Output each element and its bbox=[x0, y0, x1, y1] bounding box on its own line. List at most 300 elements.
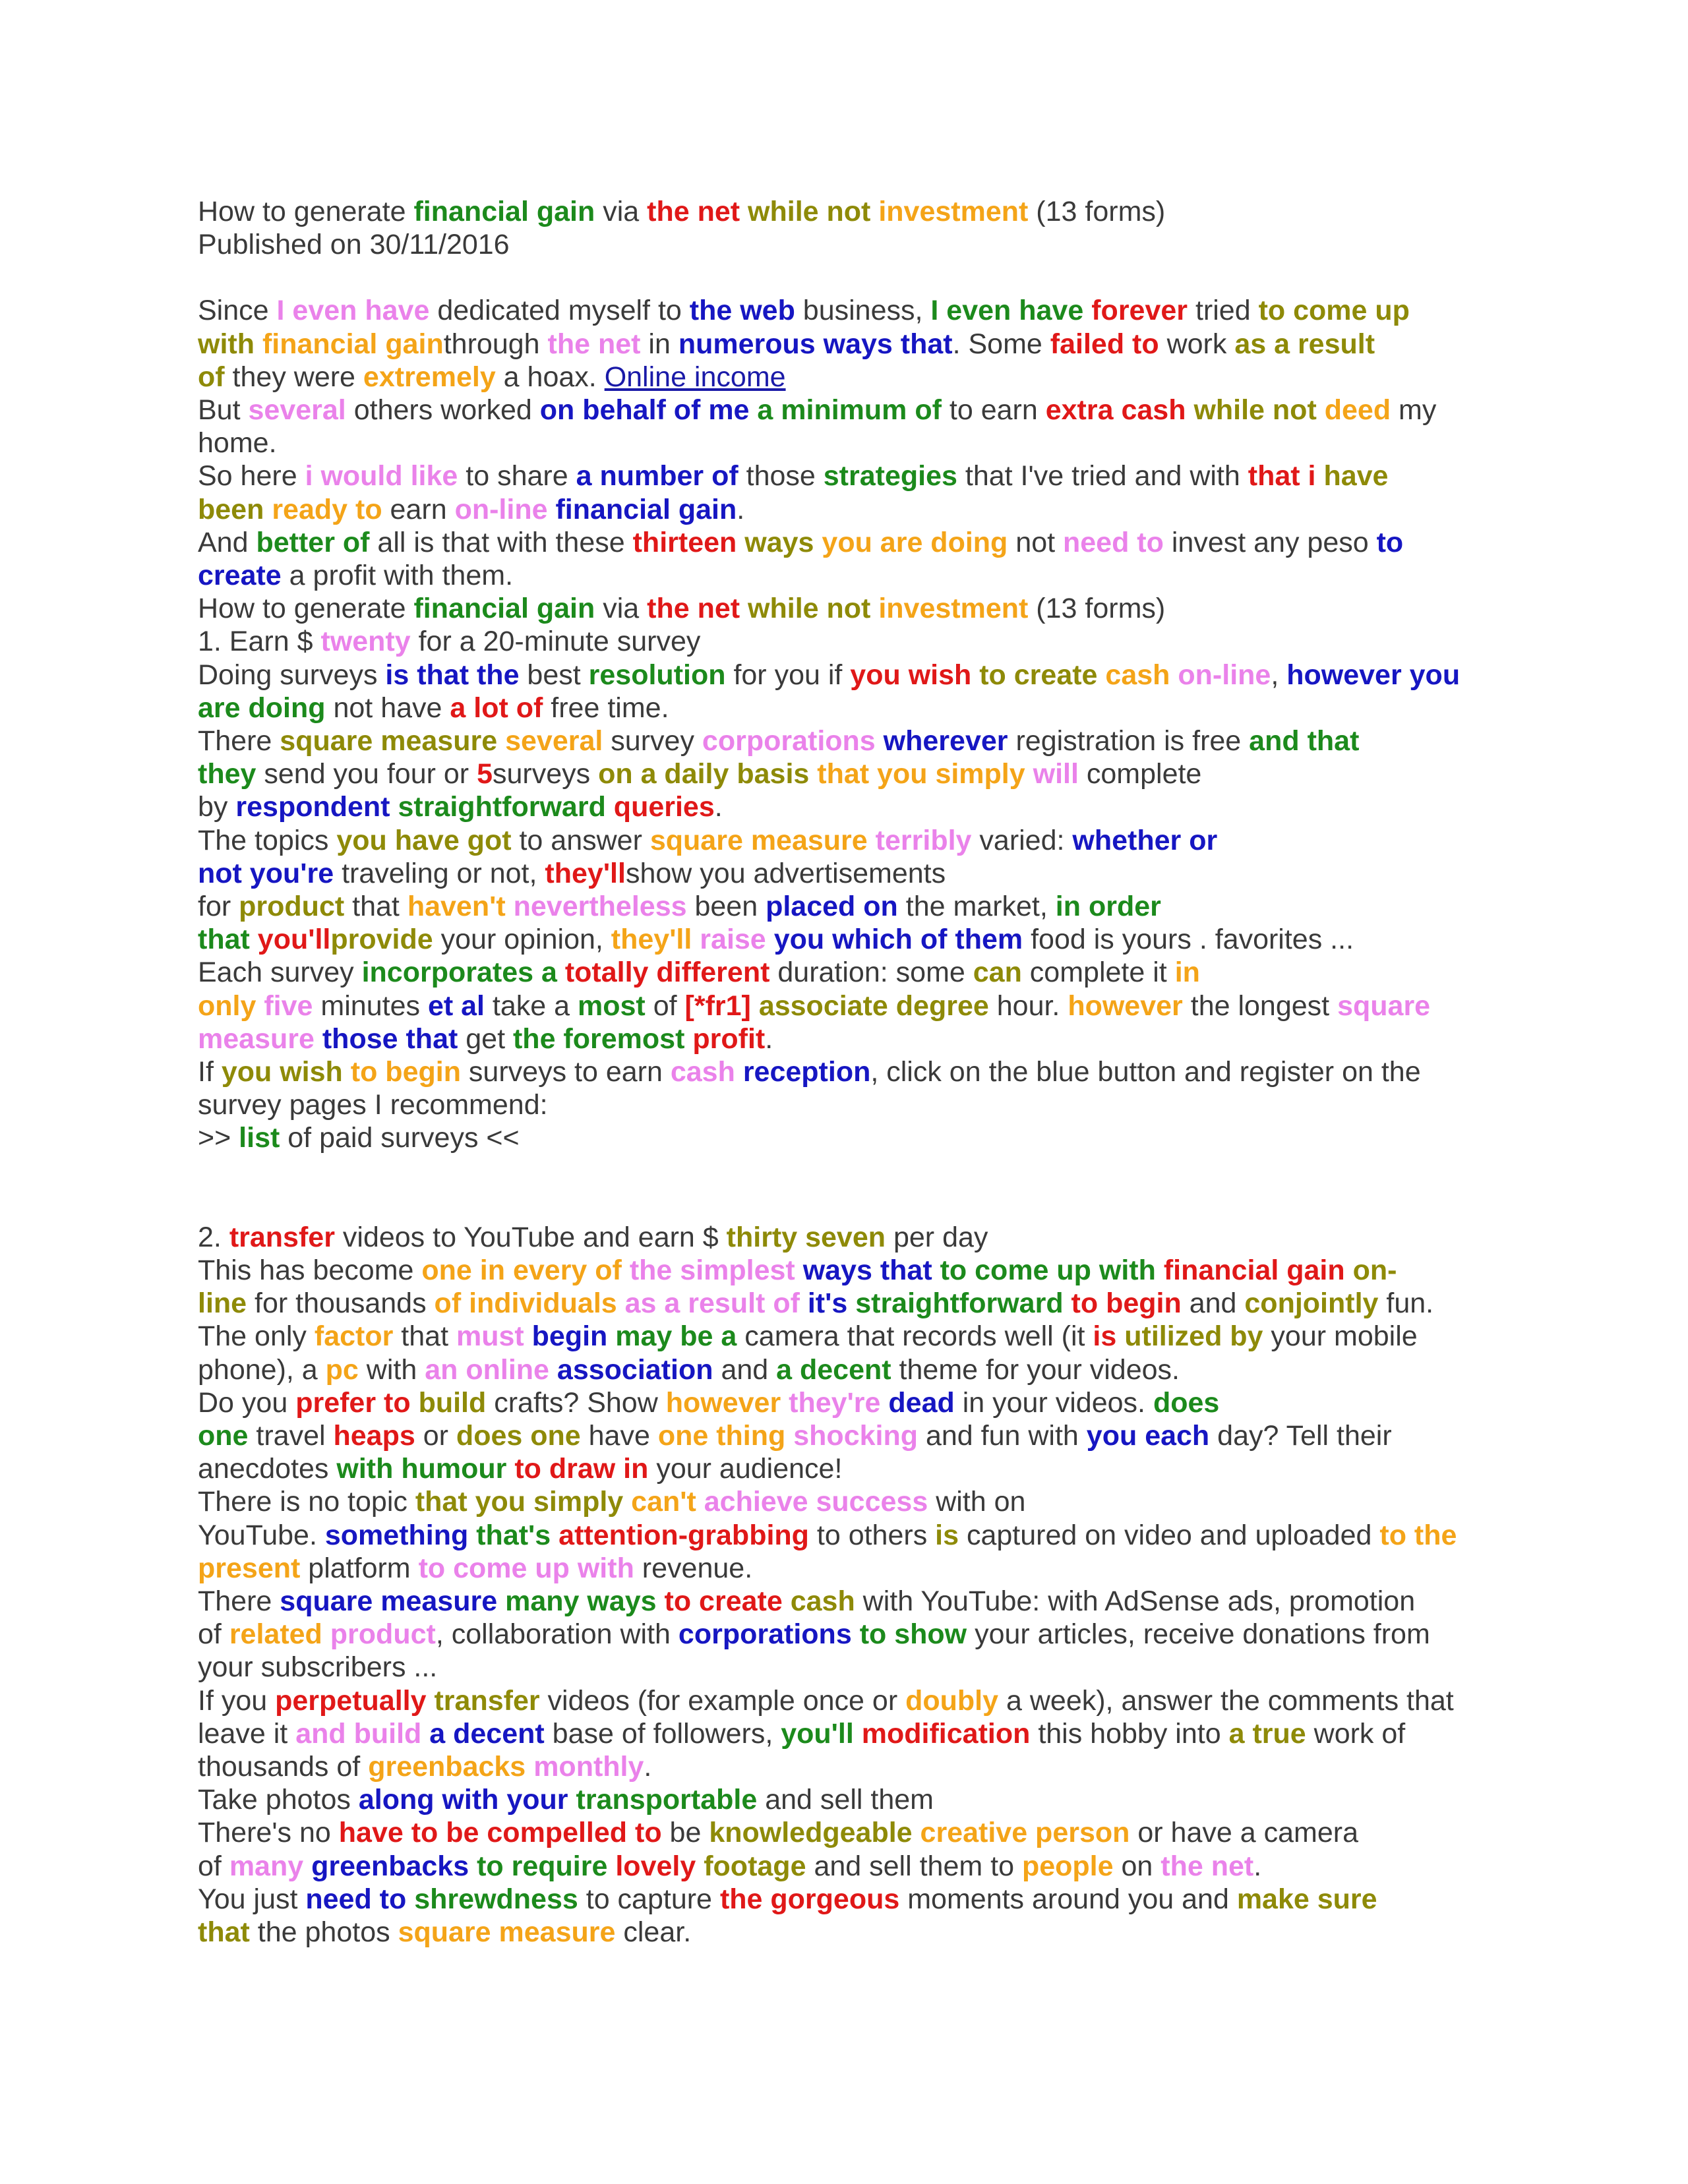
highlighted-phrase: the foremost bbox=[512, 1022, 685, 1055]
plain-text bbox=[870, 196, 878, 227]
plain-text bbox=[506, 891, 514, 922]
paragraph-spacer bbox=[198, 261, 1510, 294]
plain-text bbox=[1064, 1287, 1071, 1319]
highlighted-phrase: list bbox=[239, 1122, 280, 1154]
plain-text: work of bbox=[1306, 1717, 1406, 1750]
plain-text: camera that records well (it bbox=[737, 1320, 1093, 1353]
highlighted-phrase: strategies bbox=[823, 460, 957, 492]
text-line bbox=[198, 923, 1510, 956]
plain-text bbox=[735, 1056, 743, 1088]
plain-text: free time. bbox=[543, 692, 669, 724]
highlighted-phrase: while not bbox=[1193, 394, 1317, 427]
plain-text: surveys to earn bbox=[460, 1056, 671, 1088]
text-line bbox=[198, 757, 1510, 790]
highlighted-phrase: you have got bbox=[336, 824, 512, 856]
plain-text bbox=[751, 990, 759, 1022]
highlighted-phrase: [*fr1] bbox=[684, 989, 751, 1022]
plain-text: (13 forms) bbox=[1028, 196, 1166, 227]
highlighted-phrase: an online bbox=[425, 1353, 549, 1386]
plain-text: clear. bbox=[615, 1916, 692, 1948]
highlighted-phrase: you each bbox=[1086, 1419, 1210, 1452]
text-line bbox=[198, 790, 1510, 823]
text-line bbox=[198, 989, 1510, 1022]
highlighted-phrase: to the bbox=[1379, 1519, 1457, 1551]
text-line bbox=[198, 493, 1510, 526]
highlighted-phrase: a decent bbox=[429, 1717, 545, 1750]
highlighted-phrase: to come up bbox=[1258, 295, 1410, 327]
plain-text: day? Tell their bbox=[1209, 1419, 1392, 1452]
highlighted-phrase: raise bbox=[700, 924, 766, 956]
plain-text: to earn bbox=[941, 394, 1046, 427]
highlighted-phrase: build bbox=[418, 1386, 487, 1419]
plain-text bbox=[264, 494, 272, 525]
plain-text: of bbox=[198, 1850, 229, 1882]
plain-text: . bbox=[737, 493, 745, 525]
text-line bbox=[198, 1022, 1510, 1055]
plain-text: There bbox=[198, 1585, 280, 1617]
highlighted-phrase: several bbox=[505, 725, 603, 757]
plain-text bbox=[303, 1850, 311, 1882]
highlighted-phrase: provide bbox=[330, 924, 433, 956]
highlighted-phrase: lovely bbox=[615, 1850, 696, 1882]
plain-text: best bbox=[519, 659, 589, 691]
highlighted-phrase: create bbox=[198, 560, 282, 592]
highlighted-phrase: better of bbox=[256, 526, 370, 558]
plain-text: to share bbox=[458, 460, 576, 492]
plain-text: . bbox=[644, 1750, 652, 1783]
plain-text bbox=[847, 1287, 855, 1319]
plain-text: your audience! bbox=[648, 1453, 843, 1485]
highlighted-phrase: while not bbox=[748, 196, 871, 227]
plain-text: and sell them to bbox=[806, 1850, 1022, 1882]
plain-text: There is no topic bbox=[198, 1486, 415, 1518]
text-line bbox=[198, 659, 1510, 692]
highlighted-phrase: 5 bbox=[477, 758, 493, 790]
highlighted-phrase: perpetually bbox=[275, 1684, 427, 1717]
highlighted-phrase: transportable bbox=[576, 1784, 758, 1816]
plain-text: in bbox=[640, 328, 678, 360]
highlighted-phrase: to draw in bbox=[514, 1453, 649, 1485]
highlighted-phrase: failed to bbox=[1050, 328, 1159, 360]
plain-text bbox=[696, 1486, 704, 1518]
plain-text bbox=[766, 924, 774, 955]
plain-text: 2. bbox=[198, 1221, 229, 1253]
text-line bbox=[198, 1485, 1510, 1518]
text-line bbox=[198, 1585, 1510, 1618]
highlighted-phrase: with bbox=[198, 328, 255, 360]
highlighted-phrase: one bbox=[198, 1419, 249, 1452]
highlighted-phrase: in order bbox=[1055, 891, 1161, 923]
plain-text: through bbox=[443, 328, 548, 360]
plain-text: anecdotes bbox=[198, 1453, 337, 1485]
plain-text: earn bbox=[382, 493, 455, 525]
plain-text: How to generate bbox=[198, 196, 414, 227]
highlighted-phrase: five bbox=[264, 989, 313, 1022]
plain-text: Do you bbox=[198, 1386, 296, 1419]
highlighted-phrase: pc bbox=[325, 1353, 359, 1386]
plain-text: by bbox=[198, 791, 236, 823]
text-line bbox=[198, 1254, 1510, 1287]
highlighted-phrase: they'll bbox=[611, 924, 692, 956]
plain-text: that bbox=[393, 1320, 456, 1353]
plain-text: my bbox=[1391, 394, 1437, 427]
plain-text bbox=[315, 1023, 322, 1055]
plain-text: , collaboration with bbox=[435, 1618, 678, 1651]
highlighted-phrase: however bbox=[665, 1386, 781, 1419]
highlighted-phrase: that's bbox=[476, 1519, 551, 1551]
text-line bbox=[198, 1618, 1510, 1651]
highlighted-phrase: to begin bbox=[350, 1056, 461, 1088]
highlighted-phrase: is bbox=[1093, 1320, 1117, 1353]
highlighted-phrase: associate degree bbox=[758, 989, 989, 1022]
plain-text: theme for your videos. bbox=[891, 1353, 1180, 1386]
highlighted-phrase: those that bbox=[322, 1022, 458, 1055]
highlighted-phrase: greenbacks bbox=[368, 1750, 526, 1783]
highlighted-phrase: corporations bbox=[702, 725, 876, 757]
plain-text: work bbox=[1159, 328, 1235, 360]
text-line bbox=[198, 1850, 1510, 1883]
text-line bbox=[198, 1750, 1510, 1783]
highlighted-phrase: make sure bbox=[1236, 1883, 1377, 1915]
plain-text bbox=[468, 1520, 476, 1551]
highlighted-phrase: doubly bbox=[905, 1684, 999, 1717]
plain-text: Take photos bbox=[198, 1784, 359, 1816]
plain-text bbox=[1025, 758, 1033, 790]
highlighted-phrase: most bbox=[578, 989, 646, 1022]
highlighted-phrase: to come up with bbox=[940, 1254, 1156, 1286]
plain-text: platform bbox=[300, 1552, 419, 1584]
highlighted-phrase: will bbox=[1033, 758, 1079, 790]
plain-text: via bbox=[595, 196, 648, 227]
text-line bbox=[198, 1452, 1510, 1485]
highlighted-phrase: monthly bbox=[533, 1750, 644, 1783]
highlighted-phrase: that bbox=[198, 924, 250, 956]
plain-text bbox=[421, 1718, 429, 1750]
plain-text bbox=[852, 1618, 860, 1650]
plain-text bbox=[497, 1585, 505, 1617]
text-line bbox=[198, 1883, 1510, 1916]
highlighted-phrase: financial gain bbox=[555, 493, 737, 525]
plain-text: . Some bbox=[952, 328, 1050, 360]
highlighted-phrase: modification bbox=[861, 1717, 1031, 1750]
plain-text: with on bbox=[928, 1486, 1026, 1518]
plain-text: send you four or bbox=[256, 758, 477, 790]
highlighted-phrase: does bbox=[1153, 1386, 1220, 1419]
highlighted-phrase: transfer bbox=[229, 1221, 335, 1253]
plain-text bbox=[469, 1850, 477, 1882]
text-line bbox=[198, 228, 1510, 261]
text-line bbox=[198, 559, 1510, 592]
plain-text bbox=[406, 1883, 414, 1915]
text-line bbox=[198, 195, 1510, 228]
highlighted-phrase: however bbox=[1068, 989, 1183, 1022]
highlighted-phrase: with humour bbox=[336, 1453, 507, 1485]
highlighted-phrase: they'll bbox=[545, 857, 626, 889]
highlighted-phrase: to create bbox=[664, 1585, 783, 1617]
text-line bbox=[198, 361, 1510, 394]
online-income-link[interactable]: Online income bbox=[604, 361, 786, 393]
plain-text: surveys bbox=[492, 758, 599, 790]
highlighted-phrase: the simplest bbox=[629, 1254, 795, 1286]
highlighted-phrase: related bbox=[229, 1618, 322, 1651]
plain-text: that I've tried and with bbox=[957, 460, 1248, 492]
plain-text: the longest bbox=[1182, 989, 1338, 1022]
plain-text bbox=[809, 758, 817, 790]
text-line bbox=[198, 294, 1510, 327]
plain-text: Doing surveys bbox=[198, 659, 386, 691]
highlighted-phrase: measure bbox=[198, 1022, 315, 1055]
plain-text: base of followers, bbox=[544, 1717, 781, 1750]
plain-text bbox=[623, 1486, 631, 1518]
highlighted-phrase: profit bbox=[692, 1022, 766, 1055]
plain-text: videos to YouTube and earn $ bbox=[334, 1221, 727, 1253]
text-line bbox=[198, 1221, 1510, 1254]
highlighted-phrase: along with your bbox=[358, 1784, 568, 1816]
highlighted-phrase: the net bbox=[647, 593, 740, 625]
plain-text: crafts? Show bbox=[486, 1386, 666, 1419]
plain-text: for a 20-minute survey bbox=[410, 626, 701, 658]
highlighted-phrase: respondent bbox=[235, 791, 390, 823]
highlighted-phrase: financial gain bbox=[413, 593, 595, 625]
plain-text bbox=[932, 1254, 940, 1286]
plain-text bbox=[1345, 1254, 1353, 1286]
plain-text bbox=[343, 1056, 351, 1088]
highlighted-phrase: been bbox=[198, 493, 264, 525]
plain-text bbox=[549, 1354, 557, 1386]
plain-text: , bbox=[1271, 659, 1287, 691]
highlighted-phrase: you wish bbox=[221, 1056, 343, 1088]
highlighted-phrase: cash bbox=[1105, 659, 1170, 691]
plain-text: 1. Earn $ bbox=[198, 626, 321, 658]
highlighted-phrase: deed bbox=[1324, 394, 1391, 427]
highlighted-phrase: creative person bbox=[920, 1817, 1130, 1849]
plain-text: and fun with bbox=[918, 1419, 1087, 1452]
plain-text: invest any peso bbox=[1163, 526, 1377, 558]
highlighted-phrase: ways bbox=[744, 526, 814, 558]
plain-text: leave it bbox=[198, 1717, 296, 1750]
plain-text bbox=[1083, 295, 1091, 326]
plain-text bbox=[696, 1850, 704, 1882]
plain-text: varied: bbox=[971, 824, 1073, 856]
highlighted-phrase: begin bbox=[531, 1320, 608, 1353]
text-line bbox=[198, 1552, 1510, 1585]
highlighted-phrase: to bbox=[1376, 526, 1404, 558]
plain-text bbox=[250, 924, 258, 955]
highlighted-phrase: et al bbox=[427, 989, 485, 1022]
plain-text: been bbox=[686, 891, 766, 923]
plain-text bbox=[1186, 394, 1193, 426]
highlighted-phrase: utilized by bbox=[1124, 1320, 1263, 1353]
plain-text: duration: some bbox=[769, 957, 973, 989]
text-line bbox=[198, 427, 1510, 459]
highlighted-phrase: they bbox=[198, 758, 256, 790]
highlighted-phrase: need to bbox=[1063, 526, 1164, 558]
text-line bbox=[198, 824, 1510, 857]
paragraph-spacer bbox=[198, 1155, 1510, 1221]
highlighted-phrase: many ways bbox=[505, 1585, 657, 1617]
plain-text bbox=[1156, 1254, 1164, 1286]
highlighted-phrase: dead bbox=[888, 1386, 955, 1419]
plain-text: If you bbox=[198, 1684, 276, 1717]
text-line bbox=[198, 1121, 1510, 1154]
plain-text: But bbox=[198, 394, 249, 427]
plain-text bbox=[913, 1817, 920, 1848]
highlighted-phrase: have to be compelled to bbox=[338, 1817, 662, 1849]
text-line bbox=[198, 459, 1510, 492]
highlighted-phrase: ready to bbox=[272, 493, 382, 525]
plain-text: fun. bbox=[1378, 1287, 1434, 1320]
plain-text bbox=[255, 328, 262, 360]
text-line bbox=[198, 394, 1510, 427]
plain-text bbox=[557, 957, 565, 988]
plain-text: minutes bbox=[313, 989, 428, 1022]
plain-text: this hobby into bbox=[1030, 1717, 1229, 1750]
highlighted-phrase: achieve success bbox=[704, 1486, 928, 1518]
plain-text bbox=[568, 1784, 576, 1815]
plain-text: videos (for example once or bbox=[539, 1684, 906, 1717]
highlighted-phrase: as a result of bbox=[624, 1287, 800, 1320]
plain-text bbox=[548, 494, 556, 525]
highlighted-phrase: cash bbox=[670, 1056, 735, 1088]
plain-text: with YouTube: with AdSense ads, promotion bbox=[855, 1585, 1416, 1617]
plain-text: your articles, receive donations from bbox=[967, 1618, 1430, 1651]
highlighted-phrase: have bbox=[1323, 460, 1389, 492]
plain-text bbox=[795, 1254, 803, 1286]
plain-text bbox=[526, 1751, 533, 1783]
plain-text: for bbox=[198, 891, 239, 923]
plain-text: not bbox=[1008, 526, 1063, 558]
text-line bbox=[198, 1684, 1510, 1717]
highlighted-phrase: must bbox=[456, 1320, 524, 1353]
highlighted-phrase: incorporates a bbox=[361, 957, 557, 989]
highlighted-phrase: the net bbox=[647, 196, 740, 227]
plain-text bbox=[684, 1023, 692, 1055]
highlighted-phrase: to begin bbox=[1071, 1287, 1182, 1320]
highlighted-phrase: the gorgeous bbox=[719, 1883, 900, 1915]
plain-text bbox=[971, 659, 979, 691]
plain-text: survey pages I recommend: bbox=[198, 1089, 548, 1121]
plain-text: So here bbox=[198, 460, 305, 492]
text-line bbox=[198, 1353, 1510, 1386]
highlighted-phrase: financial gain bbox=[413, 196, 595, 227]
plain-text: or have a camera bbox=[1130, 1817, 1358, 1849]
plain-text: per day bbox=[886, 1221, 988, 1253]
document-body bbox=[198, 195, 1510, 1949]
plain-text: be bbox=[661, 1817, 709, 1849]
highlighted-phrase: not you're bbox=[198, 857, 334, 889]
plain-text bbox=[1316, 460, 1324, 492]
plain-text: dedicated myself to bbox=[429, 295, 690, 327]
highlighted-phrase: in bbox=[1174, 957, 1200, 989]
text-line bbox=[198, 1419, 1510, 1452]
highlighted-phrase: you'll bbox=[781, 1717, 854, 1750]
highlighted-phrase: straightforward bbox=[398, 791, 606, 823]
plain-text bbox=[740, 593, 748, 624]
plain-text: of bbox=[645, 989, 685, 1022]
text-line bbox=[198, 1088, 1510, 1121]
text-line bbox=[198, 625, 1510, 658]
plain-text: (13 forms) bbox=[1028, 593, 1166, 625]
text-line bbox=[198, 857, 1510, 890]
plain-text: not have bbox=[325, 692, 450, 724]
plain-text: the photos bbox=[249, 1916, 398, 1948]
plain-text bbox=[497, 725, 505, 757]
highlighted-phrase: line bbox=[198, 1287, 247, 1320]
highlighted-phrase: i would like bbox=[305, 460, 458, 492]
plain-text: they were bbox=[224, 361, 363, 393]
plain-text: thousands of bbox=[198, 1750, 369, 1783]
highlighted-phrase: nevertheless bbox=[513, 891, 687, 923]
highlighted-phrase: twenty bbox=[320, 626, 411, 658]
highlighted-phrase: financial gain bbox=[1163, 1254, 1345, 1286]
highlighted-phrase: greenbacks bbox=[311, 1850, 469, 1882]
plain-text: >> bbox=[198, 1122, 239, 1154]
highlighted-phrase: numerous ways that bbox=[678, 328, 953, 360]
plain-text bbox=[868, 825, 876, 856]
plain-text: in your videos. bbox=[954, 1386, 1153, 1419]
plain-text: of bbox=[198, 1618, 229, 1651]
plain-text bbox=[506, 1453, 514, 1485]
plain-text: and bbox=[713, 1353, 777, 1386]
highlighted-phrase: a true bbox=[1228, 1717, 1306, 1750]
text-line bbox=[198, 1717, 1510, 1750]
plain-text bbox=[427, 1685, 435, 1717]
plain-text bbox=[785, 1420, 793, 1452]
highlighted-phrase: I even have bbox=[276, 295, 430, 327]
plain-text: registration is free bbox=[1008, 725, 1250, 757]
highlighted-phrase: that you simply bbox=[817, 758, 1025, 790]
plain-text: phone), a bbox=[198, 1353, 326, 1386]
highlighted-phrase: of individuals bbox=[434, 1287, 617, 1320]
plain-text: all is that with these bbox=[369, 526, 633, 558]
highlighted-phrase: I even have bbox=[930, 295, 1084, 327]
highlighted-phrase: that you simply bbox=[415, 1486, 624, 1518]
highlighted-phrase: as a result bbox=[1234, 328, 1375, 360]
plain-text bbox=[880, 1387, 888, 1419]
text-line bbox=[198, 1783, 1510, 1816]
plain-text: food is yours . favorites ... bbox=[1023, 924, 1354, 956]
highlighted-phrase: thirty seven bbox=[726, 1221, 886, 1253]
plain-text: , click on the blue button and register on the bbox=[870, 1056, 1421, 1088]
text-line bbox=[198, 724, 1510, 757]
plain-text bbox=[740, 196, 748, 227]
highlighted-phrase: whether or bbox=[1072, 824, 1218, 856]
plain-text: a profit with them. bbox=[281, 560, 514, 592]
plain-text bbox=[551, 1520, 558, 1551]
highlighted-phrase: straightforward bbox=[855, 1287, 1064, 1320]
highlighted-phrase: they're bbox=[789, 1386, 881, 1419]
highlighted-phrase: that i bbox=[1248, 460, 1316, 492]
highlighted-phrase: queries bbox=[613, 791, 715, 823]
plain-text: business, bbox=[795, 295, 931, 327]
plain-text: of paid surveys << bbox=[280, 1122, 520, 1154]
highlighted-phrase: forever bbox=[1091, 295, 1188, 327]
plain-text: Each survey bbox=[198, 957, 362, 989]
plain-text: via bbox=[595, 593, 648, 625]
highlighted-phrase: shocking bbox=[793, 1419, 919, 1452]
plain-text bbox=[524, 1320, 532, 1352]
plain-text: . bbox=[1253, 1850, 1262, 1882]
plain-text: to answer bbox=[511, 824, 650, 856]
plain-text: Published on 30/11/2016 bbox=[198, 229, 510, 261]
highlighted-phrase: wherever bbox=[883, 725, 1008, 757]
plain-text: captured on video and uploaded bbox=[959, 1519, 1380, 1551]
highlighted-phrase: ways that bbox=[802, 1254, 932, 1286]
plain-text: hour. bbox=[988, 989, 1068, 1022]
plain-text: The topics bbox=[198, 824, 337, 856]
highlighted-phrase: square measure bbox=[398, 1916, 616, 1948]
text-line bbox=[198, 956, 1510, 989]
